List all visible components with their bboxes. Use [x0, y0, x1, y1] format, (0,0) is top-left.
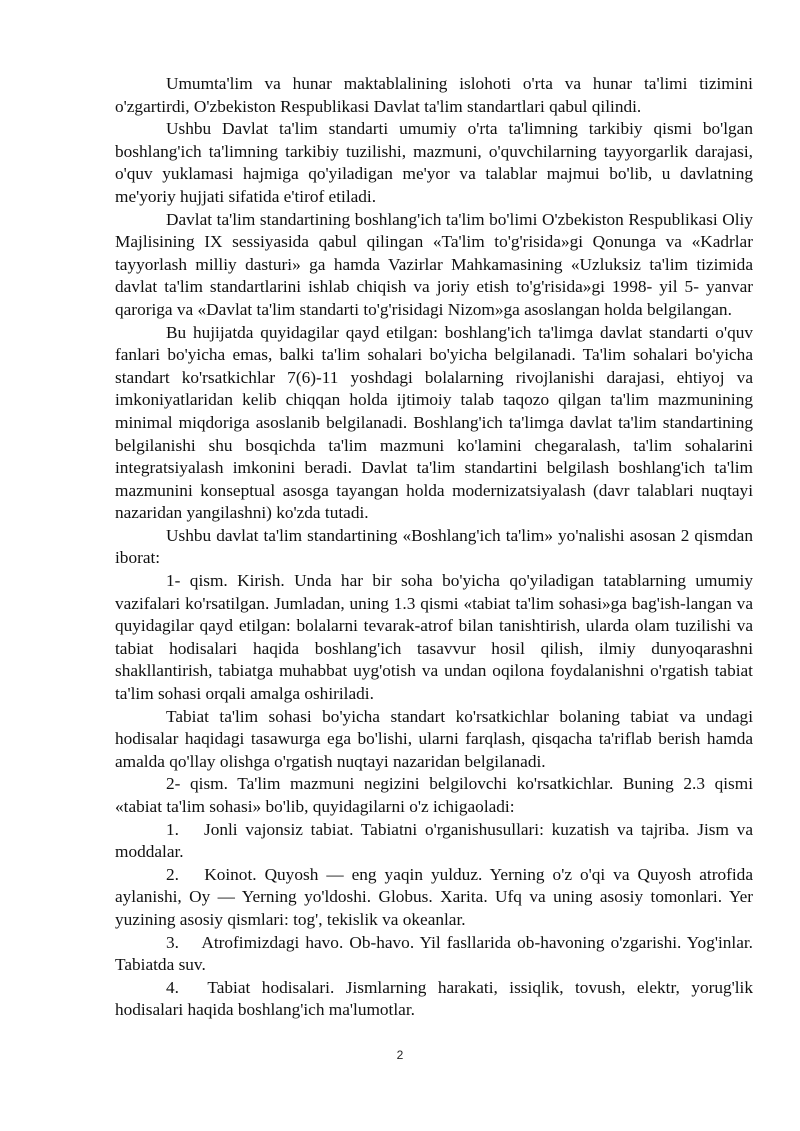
list-item-4: 4. Tabiat hodisalari. Jismlarning harakati, issiqlik, tovush, elektr, yorug'lik hodisalari haqida boshlang'ich ma'lumotlar. — [115, 977, 753, 1020]
document-page-body — [115, 73, 753, 1022]
paragraph-reform-intro: Umumta'lim va hunar maktablalining islohoti o'rta va hunar ta'limi tizimini o'zgartirdi, O'zbekiston Respublikasi Davlat ta'lim standartlari qabul qilindi. — [115, 74, 753, 116]
list-item-1: 1. Jonli vajonsiz tabiat. Tabiatni o'rganishusullari: kuzatish va tajriba. Jism va moddalar. — [115, 819, 753, 862]
paragraph-standard-definition: Ushbu Davlat ta'lim standarti umumiy o'rta ta'limning tarkibiy qismi bo'lgan boshlang'ich ta'limning tarkibiy tuzilishi, mazmuni, o'quvchilarning tayyorgarlik darajasi, o'quv yuklamasi hajmiga qo'yiladigan me'yor va talablar majmui bo'lib, u davlatning me'yoriy hujjati sifatida e'tirof etiladi. — [115, 119, 753, 206]
paragraph-part-one: 1- qism. Kirish. Unda har bir soha bo'yicha qo'yiladigan tatablarning umumiy vazifalari ko'rsatilgan. Jumladan, uning 1.3 qismi «tabiat ta'lim sohasi»ga bag'ish-langan va quyidagilar qayd etilgan: bolalarni tevarak-atrof bilan tanishtirish, ularda olam tuzilishi va tabiat hodisalari haqida boshlang'ich tasavvur hosil qilish, ilmiy dunyoqarashni shakllantirish, tabiatga muhabbat uyg'otish va undan oqilona foydalanishni o'rgatish tabiat ta'lim sohasi orqali amalga oshiriladi. — [115, 571, 753, 704]
list-item-2: 2. Koinot. Quyosh — eng yaqin yulduz. Yerning o'z o'qi va Quyosh atrofida aylanishi, Oy — Yerning yo'ldoshi. Globus. Xarita. Ufq va uning asosiy tomonlari. Yer yuzining asosiy qismlari: tog', tekislik va okeanlar. — [115, 864, 753, 929]
paragraph-document-notes: Bu hujijatda quyidagilar qayd etilgan: boshlang'ich ta'limga davlat standarti o'quv fanlari bo'yicha emas, balki ta'lim sohalari bo'yicha belgilanadi. Ta'lim sohalari bo'yicha standart ko'rsatkichlar 7(6)-11 yoshdagi bolalarning rivojlanishi darajasi, ehtiyoj va imkoniyatlaridan kelib chiqqan holda ijtimoiy talab taqozo qilgan ta'lim mazmunining minimal miqdoriga asoslanib belgilanadi. Boshlang'ich ta'limga davlat ta'lim standartining belgilanishi shu bosqichda ta'lim mazmuni ko'lamini chegaralash, ta'lim sohalarini integratsiyalash imkonini beradi. Davlat ta'lim standartini belgilash boshlang'ich ta'lim mazmunini konseptual asosga tayangan holda modernizatsiyalash (davr talablari nuqtayi nazaridan yangilashni) ko'zda tutadi. — [115, 322, 753, 523]
list-item-3: 3. Atrofimizdagi havo. Ob-havo. Yil fasllarida ob-havoning o'zgarishi. Yog'inlar. Tabiatda suv. — [115, 932, 753, 975]
paragraph-part-two: 2- qism. Ta'lim mazmuni negizini belgilovchi ko'rsatkichlar. Buning 2.3 qismi «tabiat ta'lim sohasi» bo'lib, quyidagilarni o'z ichigaoladi: — [115, 774, 753, 816]
paragraph-nature-indicators: Tabiat ta'lim sohasi bo'yicha standart ko'rsatkichlar bolaning tabiat va undagi hodisalar haqidagi tasawurga ega bo'lishi, ularni farqlash, qisqacha ta'riflab berish hamda amalda qo'llay olishga o'rgatish nuqtayi nazaridan belgilanadi. — [115, 706, 753, 771]
page-number: 2 — [396, 1048, 404, 1062]
paragraph-legal-basis: Davlat ta'lim standartining boshlang'ich ta'lim bo'limi O'zbekiston Respublikasi Oliy Majlisining IX sessiyasida qabul qilingan «Ta'lim to'g'risida»gi Qonunga va «Kadrlar tayyorlash milliy dasturi» ga hamda Vazirlar Mahkamasining «Uzluksiz ta'lim tizimida davlat ta'lim standartlarini ishlab chiqish va joriy etish to'g'risida»gi 1998- yil 5- yanvar qaroriga va «Davlat ta'lim standarti to'g'risidagi Nizom»ga asoslangan holda belgilangan. — [115, 209, 753, 319]
paragraph-two-parts: Ushbu davlat ta'lim standartining «Boshlang'ich ta'lim» yo'nalishi asosan 2 qismdan iborat: — [115, 525, 753, 568]
